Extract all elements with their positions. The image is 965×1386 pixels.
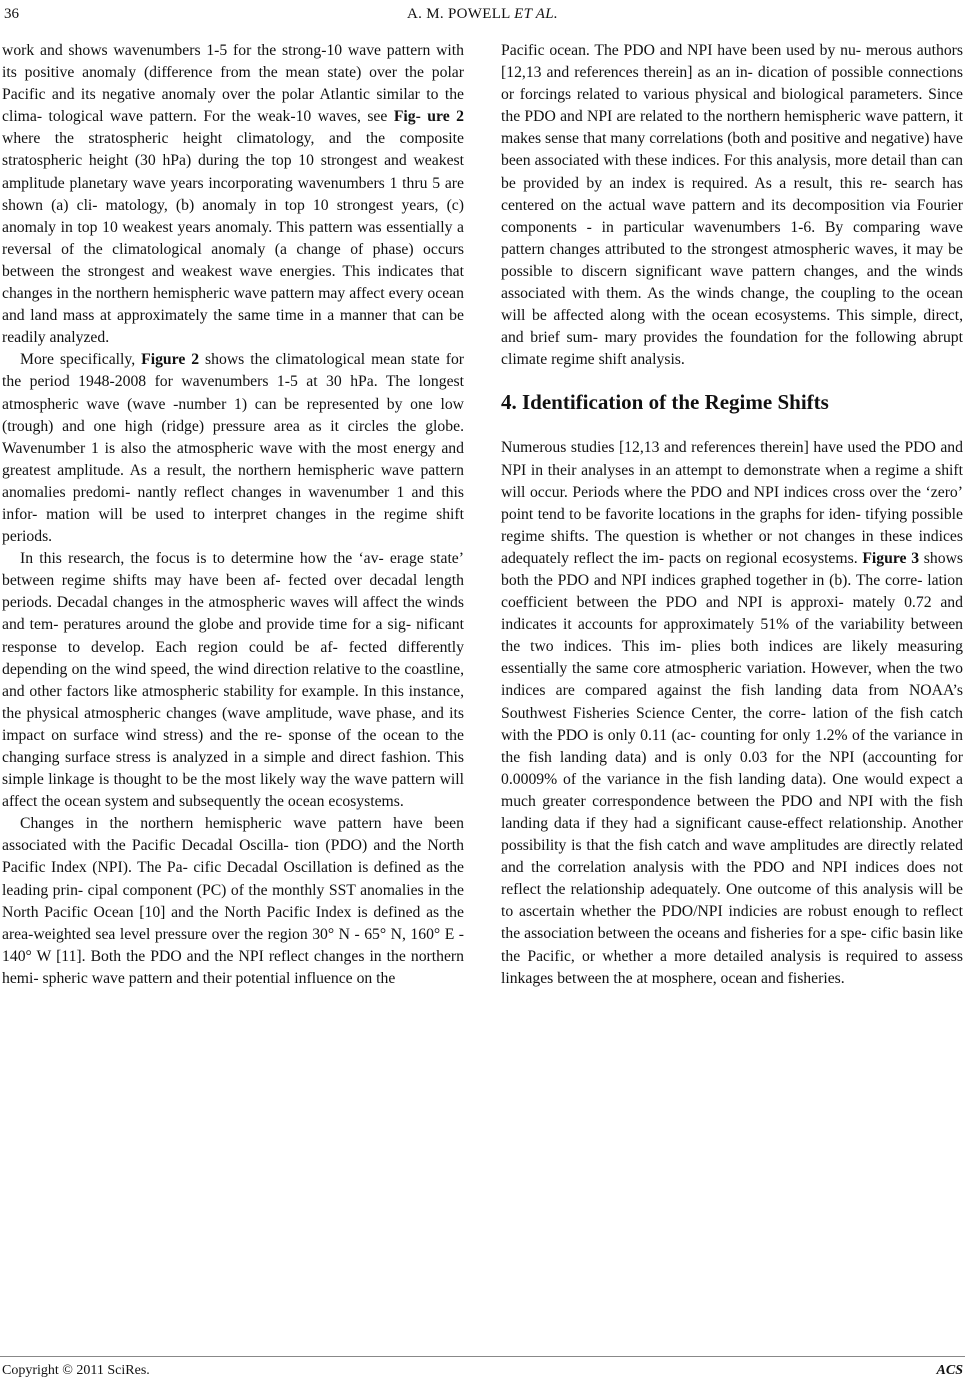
paragraph: Pacific ocean. The PDO and NPI have been used by nu- merous authors [12,13 and references therein] as an in- dication of possible connections or forcings related to various physical and biological parameters. Since the PDO and NPI are related to the northern hemispheric wave pattern, it makes sense that many correlations (both and positive and negative) have been associated with these indices. For this analysis, more detail than can be provided by an index is required. As a result, this re- search has centered on the actual wave pattern and its decomposition via Fourier components - in particular wavenumbers 1-6. By comparing wave pattern changes attributed to the strongest atmospheric waves, it may be possible to discern significant wave pattern changes, and the winds associated with them. As the winds change, the coupling to the ocean will be affected along with the ocean ecosystems. This simple, direct, and brief sum- mary provides the foundation for the following abrupt climate regime shift analysis. <box>501 42 963 369</box>
paragraph-text: shows both the PDO and NPI indices graphed together in (b). The corre- lation coefficient between the PDO and NPI is approxi- mately 0.72 and indicates it accounts for approximately 51% of the variability between the two indices. This im- plies both indices are likely measuring essentially the same core atmospheric variation. However, when the two indices are compared against the fish landing data from NOAA’s Southwest Fisheries Science Center, the corre- lation of the fish catch with the PDO is only 0.11 (ac- counting for only 1.2% of the variance in the fish landing data) and is only 0.03 for the NPI (accounting for 0.0009% of the variance in the fish landing data). One would expect a much greater correspondence between the PDO and NPI with the fish landing data if they had a significant cause-effect relationship. Another possibility is that the fish catch and wave amplitudes are directly related and the correlation analysis with the PDO and NPI indices does not reflect the relationship adequately. One outcome of this analysis will be to ascertain whether the PDO/NPI indicies are robust enough to reflect the association between the oceans and fisheries for a spe- cific basin like the Pacific, or whether a more detailed analysis is required to assess linkages between the at mosphere, ocean and fisheries. <box>501 549 964 987</box>
figure-reference: Figure 2 <box>141 351 200 369</box>
left-column <box>2 40 464 990</box>
paragraph-text: More specifically, <box>20 351 142 369</box>
paragraph: Changes in the northern hemispheric wave pattern have been associated with the Pacific Decadal Oscilla- tion (PDO) and the North Pacific Index (NPI). The Pa- cific Decadal Oscillation is defined as the leading prin- cipal component (PC) of the monthly SST anomalies in the North Pacific Ocean [10] and the North Pacific Index is defined as the area-weighted sea level pressure over the region 30° N - 65° N, 160° E - 140° W [11]. Both the PDO and the NPI reflect changes in the northern hemi- spheric wave pattern and their potential influence on the <box>2 815 464 987</box>
page-number: 36 <box>4 6 19 22</box>
paragraph <box>2 40 464 349</box>
paragraph-text: work and shows wavenumbers 1-5 for the strong-10 wave pattern with its positive anomaly (difference from the mean state) over the polar Pacific and its negative anomaly over the polar Atlantic similar to the clima- tological wave pattern. For the weak-10 waves, see <box>2 42 464 126</box>
page-header <box>0 0 965 28</box>
figure-reference: Figure 3 <box>862 549 920 567</box>
section-heading: 4. Identification of the Regime Shifts <box>501 390 829 415</box>
paragraph-text: where the stratospheric height climatology, and the composite stratospheric height (30 hPa) during the top 10 strongest and weakest amplitude planetary wave years incorporating wavenumbers 1 thru 5 are shown (a) cli- matology, (b) anomaly in top 10 strongest years, (c) anomaly in top 10 weakest years anomaly. This pattern was essentially a reversal of the climatological anomaly (a change of phase) occurs between the strongest and weakest wave energies. This indicates that changes in the northern hemispheric wave pattern may affect every ocean and land mass at approximately the same time in a manner that can be readily analyzed. <box>2 130 464 347</box>
journal-abbreviation: ACS <box>936 1363 963 1378</box>
footer-divider <box>0 1356 965 1357</box>
paragraph <box>501 437 963 989</box>
running-head <box>0 6 965 23</box>
paragraph: In this research, the focus is to determine how the ‘av- erage state’ between regime shifts may have been af- fected over decadal length periods. Decadal changes in the atmospheric waves will affect the winds and tem- peratures around the globe and provide time for a sig- nificant response to develop. Each region could be af- fected differently depending on the wind speed, the wind direction relative to the coastline, and other factors like atmospheric stability for example. In this instance, the physical atmospheric changes (wave amplitude, wave phase, and its impact on surface wind stress) and the re- sponse of the ocean to the changing surface stress is analyzed in a simple and direct fashion. This simple linkage is thought to be the most likely way the wave pattern will affect the ocean system and subsequently the ocean ecosystems. <box>2 550 464 811</box>
copyright-notice: Copyright © 2011 SciRes. <box>2 1363 150 1378</box>
running-head-etal: ET AL. <box>514 6 558 22</box>
paragraph-text: Numerous studies [12,13 and references therein] have used the PDO and NPI in their analyses in an attempt to demonstrate when a regime a shift will occur. Periods where the PDO and NPI indices cross over the ‘zero’ point tend to be favorite locations in the graphs for iden- tifying possible regime shifts. The question is whether or not changes in these indices adequately reflect the im- pacts on regional ecosystems. <box>501 439 963 567</box>
running-head-authors: A. M. POWELL <box>407 6 511 22</box>
right-column <box>501 40 963 990</box>
figure-reference: Fig- ure 2 <box>393 108 464 126</box>
paragraph-text: shows the climatological mean state for the period 1948-2008 for wavenumbers 1-5 at 30 hPa. The longest atmospheric wave (wave -number 1) can be represented by one low (trough) and one high (ridge) pressure area as it circles the globe. Wavenumber 1 is also the atmospheric wave with the most energy and greatest amplitude. As a result, the northern hemispheric wave pattern anomalies predomi- nantly reflect changes in wavenumber 1 and this infor- mation will be used to interpret changes in the regime shift periods. <box>2 351 465 546</box>
paragraph <box>2 349 464 548</box>
